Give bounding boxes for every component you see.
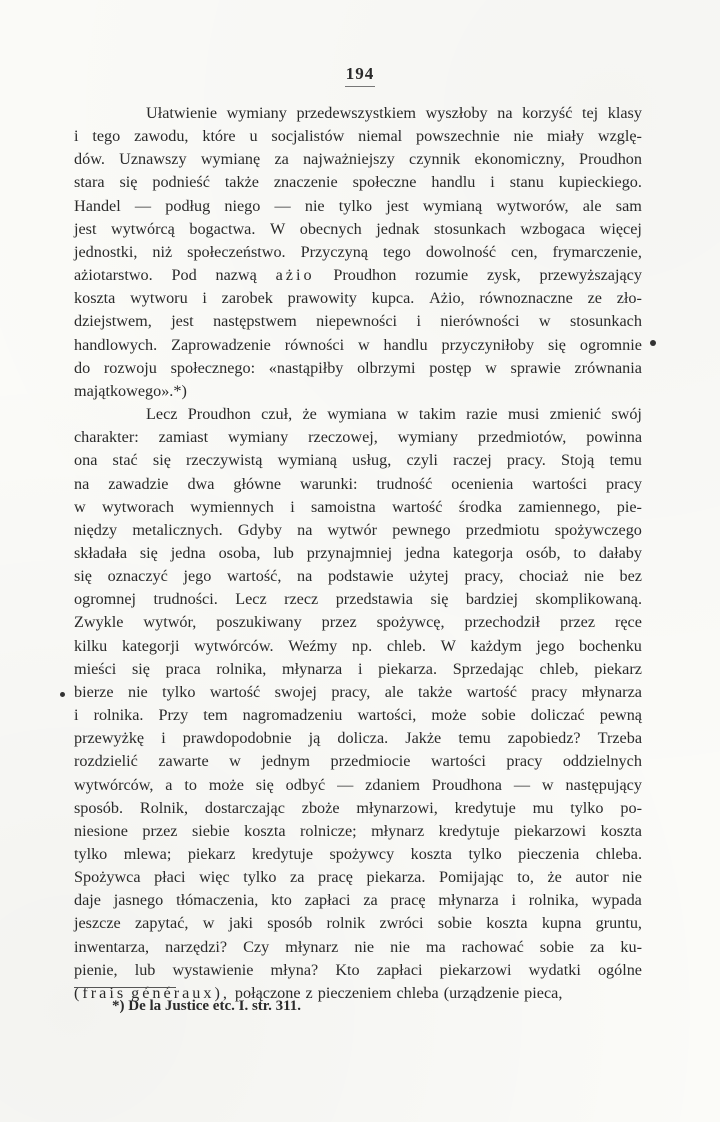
text-line: jeszcze zapytać, w jaki sposób rolnik zwróci sobie koszta kupna gruntu, (74, 914, 642, 933)
text-line: pienie, lub wystawienie młyna? Kto zapłaci piekarzowi wydatki ogólne (74, 960, 642, 979)
text-line: sposób. Rolnik, dostarczając zboże młynarzowi, kredytuje mu tylko po- (74, 798, 642, 817)
text-line: Ułatwienie wymiany przedewszystkiem wyszłoby na korzyść tej klasy (146, 104, 642, 122)
body-text (74, 102, 642, 1005)
text-line: handlowych. Zaprowadzenie równości w handlu przyczyniłoby się ogromnie (74, 335, 642, 354)
text-line: stara się podnieść także znaczenie społeczne handlu i stanu kupieckiego. (74, 173, 642, 192)
text-line: Zwykle wytwór, poszukiwany przez spożywcę, przechodził przez ręce (74, 613, 642, 632)
text-line: do rozwoju społecznego: «nastąpiłby olbrzymi postęp w sprawie zrównania (74, 358, 642, 377)
text-line: daje jasnego tłómaczenia, kto zapłaci za pracę młynarza i rolnika, wypada (74, 891, 642, 910)
text-line: (frais généraux), połączone z pieczeniem chleba (urządzenie pieca, (74, 983, 563, 1002)
text-line: na zawadzie dwa główne warunki: trudność ocenienia wartości pracy (74, 474, 642, 493)
text-line: dziejstwem, jest następstwem niepewności i nierówności w stosunkach (74, 312, 642, 331)
text-line: niesione przez siebie koszta rolnicze; młynarz kredytuje piekarzowi koszta (74, 821, 642, 840)
text-line: jednostki, niż społeczeństwo. Przyczyną tego dowolność cen, frymarczenie, (74, 242, 642, 261)
margin-ink-spot (60, 692, 65, 697)
page-number: 194 (345, 64, 375, 83)
text-line: ogromnej trudności. Lecz rzecz przedstawia się bardziej skomplikowaną. (74, 590, 642, 609)
text-line: inwentarza, narzędzi? Czy młynarz nie nie ma rachować sobie za ku- (74, 937, 642, 956)
footnote-divider (74, 987, 176, 988)
page-number-underline (345, 86, 375, 87)
text-line: Handel — podług niego — nie tylko jest wymianą wytworów, ale sam (74, 196, 642, 215)
text-line: składała się jedna osoba, lub przynajmniej jedna kategorja osób, to dałaby (74, 543, 642, 562)
text-line: jest wytwórcą bogactwa. W obecnych jednak stosunkach wzbogaca więcej (74, 219, 642, 238)
text-line: Spożywca płaci więc tylko za pracę piekarza. Pomijając to, że autor nie (74, 868, 642, 887)
text-line: przewyżkę i prawdopodobnie ją dolicza. Jakże temu zapobiedz? Trzeba (74, 729, 642, 748)
text-line: koszta wytworu i zarobek prawowity kupca. Ażio, równoznaczne ze zło- (74, 289, 642, 308)
text-line: dów. Uznawszy wymianę za najważniejszy czynnik ekonomiczny, Proudhon (74, 150, 642, 169)
text-line: Lecz Proudhon czuł, że wymiana w takim razie musi zmienić swój (146, 405, 642, 424)
text-line: się oznaczyć jego wartość, na podstawie użytej pracy, chociaż nie bez (74, 567, 642, 586)
text-line: i tego zawodu, które u socjalistów niemal powszechnie nie miały wzglę- (74, 127, 642, 146)
text-line: w wytworach wymiennych i samoistna wartość środka zamiennego, pie- (74, 497, 642, 516)
margin-ink-spot (650, 340, 656, 346)
text-line: niędzy metalicznych. Gdyby na wytwór pewnego przedmiotu spożywczego (74, 520, 642, 539)
text-line: wytwórców, a to może się odbyć — zdaniem Proudhona — w następujący (74, 775, 642, 794)
text-line: mieści się praca rolnika, młynarza i piekarza. Sprzedając chleb, piekarz (74, 659, 642, 678)
text-line: charakter: zamiast wymiany rzeczowej, wymiany przedmiotów, powinna (74, 428, 642, 447)
text-line: i rolnika. Przy tem nagromadzeniu wartości, może sobie doliczać pewną (74, 706, 642, 725)
text-line: rozdzielić zawarte w jednym przedmiocie wartości pracy oddzielnych (74, 752, 642, 771)
footnote: *) De la Justice etc. I. str. 311. (112, 998, 301, 1014)
text-line: ażiotarstwo. Pod nazwą ażio Proudhon rozumie zysk, przewyższający (74, 266, 642, 285)
text-line: bierze nie tylko wartość swojej pracy, ale także wartość pracy młynarza (74, 682, 642, 701)
text-line: ona stać się rzeczywistą wymianą usług, czyli raczej pracy. Stoją temu (74, 451, 642, 470)
text-line: tylko mlewa; piekarz kredytuje spożywcy koszta tylko pieczenia chleba. (74, 845, 642, 863)
text-line: majątkowego».*) (74, 381, 187, 400)
text-line: kilku kategorji wytwórców. Weźmy np. chleb. W każdym jego bochenku (74, 636, 642, 655)
